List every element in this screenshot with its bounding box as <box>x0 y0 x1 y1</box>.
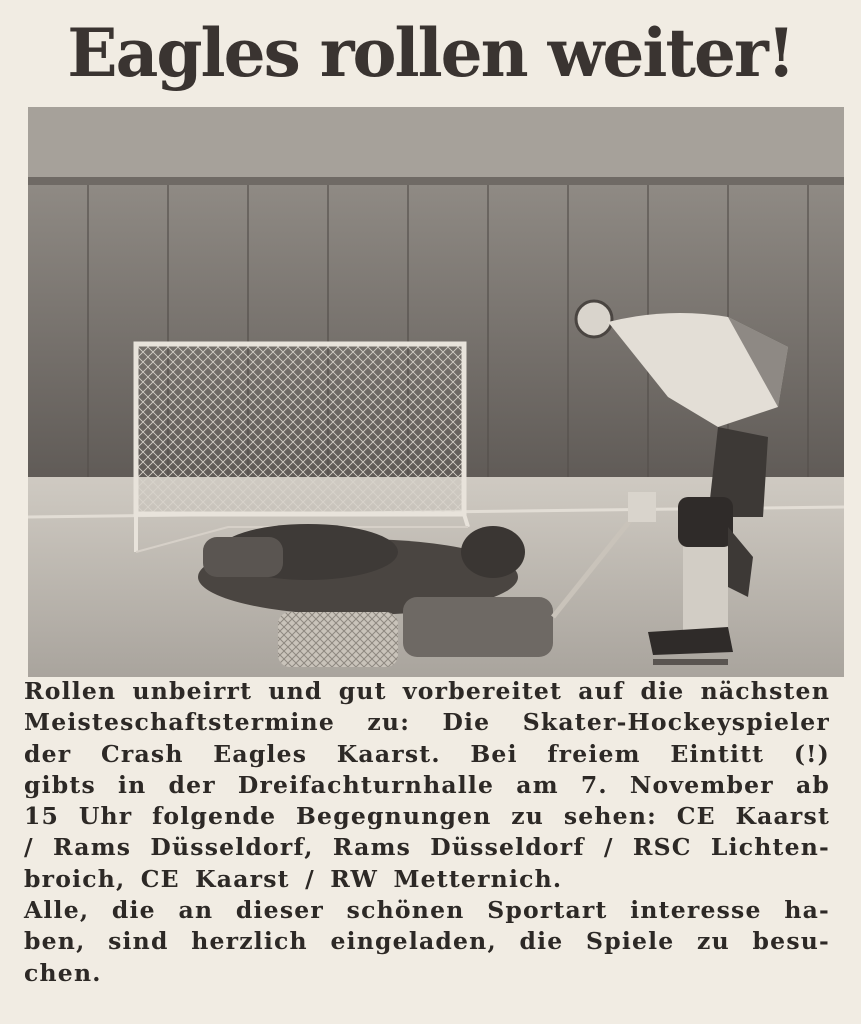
caption-line: Meisteschaftstermine zu: Die Skater-Hockeyspieler <box>24 708 830 737</box>
caption-line: Alle, die an dieser schönen Sportart interesse ha- <box>24 896 830 925</box>
hockey-photo <box>28 107 844 677</box>
caption-line: gibts in der Dreifachturnhalle am 7. November ab <box>24 770 830 799</box>
caption-line: / Rams Düsseldorf, Rams Düsseldorf / RSC Lichten- <box>24 833 830 862</box>
caption-line: 15 Uhr folgende Begegnungen zu sehen: CE Kaarst <box>24 802 830 831</box>
caption-line: Rollen unbeirrt und gut vorbereitet auf die nächsten <box>24 677 830 705</box>
headline: Eagles rollen weiter! <box>67 14 794 92</box>
hockey-scene-image <box>28 107 844 677</box>
caption-line: ben, sind herzlich eingeladen, die Spiele zu besu- <box>24 927 830 956</box>
caption-line: chen. <box>24 958 102 987</box>
caption-text <box>24 676 830 989</box>
caption-line: broich, CE Kaarst / RW Metternich. <box>24 864 563 893</box>
caption-line: der Crash Eagles Kaarst. Bei freiem Eintitt (!) <box>24 739 830 768</box>
